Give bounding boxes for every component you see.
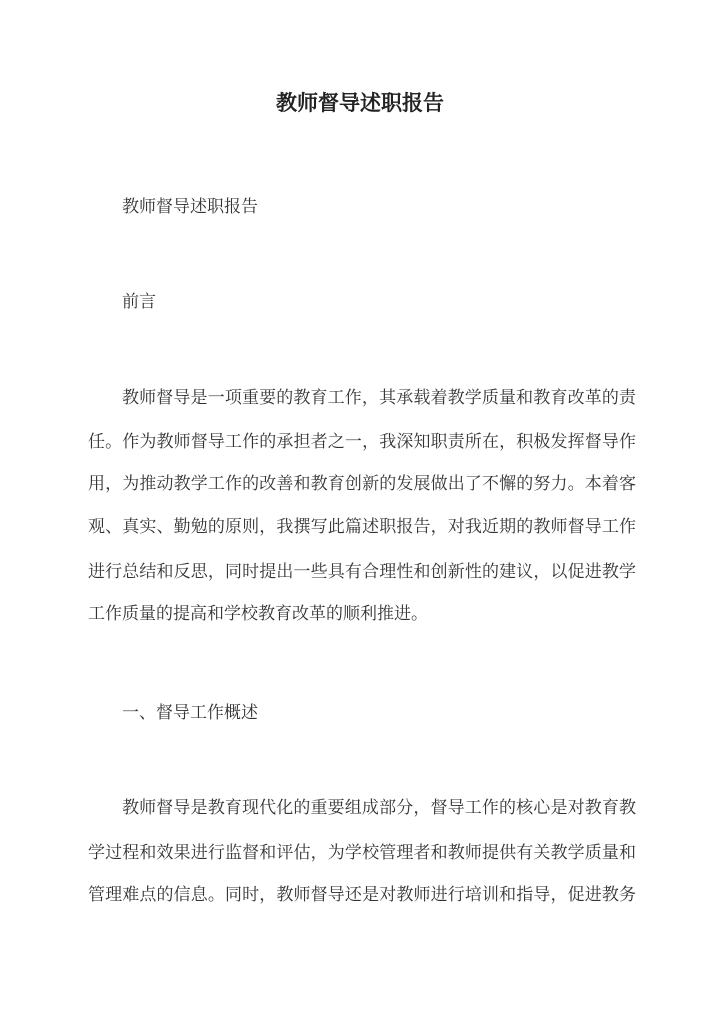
section1-line: 学过程和效果进行监督和评估，为学校管理者和教师提供有关教学质量和 <box>88 843 636 863</box>
preface-line: 观、真实、勤勉的原则，我撰写此篇述职报告，对我近期的教师督导工作 <box>88 517 636 537</box>
preface-line: 用，为推动教学工作的改善和教育创新的发展做出了不懈的努力。本着客 <box>88 474 636 494</box>
section1-line: 管理难点的信息。同时，教师督导还是对教师进行培训和指导，促进教务 <box>88 885 636 905</box>
preface-line: 任。作为教师督导工作的承担者之一，我深知职责所在，积极发挥督导作 <box>88 432 636 452</box>
preface-heading: 前言 <box>122 292 156 312</box>
section1-heading: 一、督导工作概述 <box>122 703 258 723</box>
document-subtitle: 教师督导述职报告 <box>122 197 258 217</box>
preface-line: 工作质量的提高和学校教育改革的顺利推进。 <box>88 604 428 624</box>
preface-line: 教师督导是一项重要的教育工作，其承载着教学质量和教育改革的责 <box>122 388 636 408</box>
preface-line: 进行总结和反思，同时提出一些具有合理性和创新性的建议，以促进教学 <box>88 562 636 582</box>
document-title: 教师督导述职报告 <box>276 90 444 115</box>
section1-line: 教师督导是教育现代化的重要组成部分，督导工作的核心是对教育教 <box>122 798 636 818</box>
